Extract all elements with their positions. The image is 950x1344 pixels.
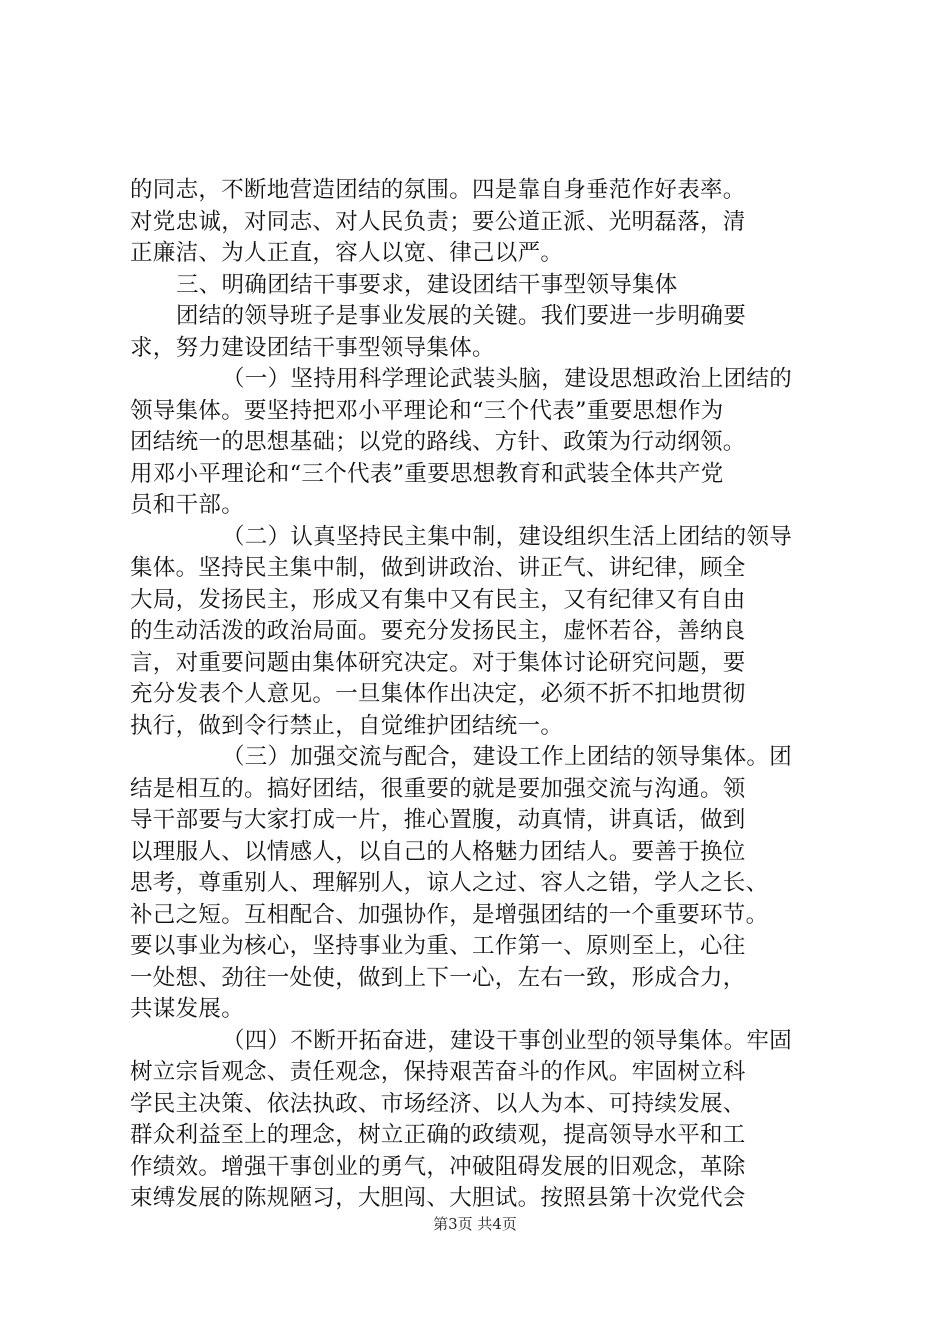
text-line: 团结的领导班子是事业发展的关键。我们要进一步明确要 (176, 303, 747, 329)
text-line: 员和干部。 (130, 492, 245, 518)
text-line: 用邓小平理论和“三个代表”重要思想教育和武装全体共产党 (130, 460, 724, 487)
text-line: 团结统一的思想基础；以党的路线、方针、政策为行动纲领。 (130, 429, 746, 455)
text-line: 以理服人、以情感人，以自己的人格魅力团结人。要善于换位 (130, 838, 746, 865)
text-line: 正廉洁、为人正直，容人以宽、律己以严。 (130, 240, 564, 266)
text-line: 充分发表个人意见。一旦集体作出决定，必须不折不扣地贯彻 (130, 681, 746, 707)
text-line: 集体。坚持民主集中制，做到讲政治、讲正气、讲纪律，顾全 (130, 555, 746, 581)
text-line: 大局，发扬民主，形成又有集中又有民主，又有纪律又有自由 (130, 586, 746, 613)
text-line: 结是相互的。搞好团结，很重要的就是要加强交流与沟通。领 (130, 775, 746, 802)
text-line: 学民主决策、依法执政、市场经济、以人为本、可持续发展、 (130, 1090, 746, 1117)
text-line: 求，努力建设团结干事型领导集体。 (130, 334, 495, 361)
text-line: （二）认真坚持民主集中制，建设组织生活上团结的领导 (222, 523, 793, 550)
text-line: （四）不断开拓奋进，建设干事创业型的领导集体。牢固 (222, 1027, 793, 1054)
text-line: 一处想、劲往一处使，做到上下一心，左右一致，形成合力， (130, 964, 746, 991)
text-line: 束缚发展的陈规陋习，大胆闯、大胆试。按照县第十次党代会 (130, 1185, 746, 1211)
text-line: 导干部要与大家打成一片，推心置腹，动真情，讲真话，做到 (130, 807, 746, 833)
text-line: 作绩效。增强干事创业的勇气，冲破阻碍发展的旧观念，革除 (130, 1153, 746, 1180)
text-line: 要以事业为核心，坚持事业为重、工作第一、原则至上，心往 (130, 933, 746, 959)
text-line: 领导集体。要坚持把邓小平理论和“三个代表”重要思想作为 (130, 397, 724, 424)
text-line: 思考，尊重别人、理解别人，谅人之过、容人之错，学人之长、 (130, 870, 769, 896)
page-footer: 第3页 共4页 (433, 1215, 517, 1233)
text-line: 对党忠诚，对同志、对人民负责；要公道正派、光明磊落，清 (130, 208, 746, 235)
text-line: 共谋发展。 (130, 996, 245, 1022)
text-line: 的同志，不断地营造团结的氛围。四是靠自身垂范作好表率。 (130, 177, 746, 203)
text-line: 的生动活泼的政治局面。要充分发扬民主，虚怀若谷，善纳良 (130, 618, 746, 644)
text-line: 树立宗旨观念、责任观念，保持艰苦奋斗的作风。牢固树立科 (130, 1059, 746, 1085)
text-line: 补己之短。互相配合、加强协作，是增强团结的一个重要环节。 (130, 901, 769, 928)
text-line: 群众利益至上的理念，树立正确的政绩观，提高领导水平和工 (130, 1122, 746, 1148)
document-body (130, 175, 830, 1215)
text-line: 执行，做到令行禁止，自觉维护团结统一。 (130, 712, 564, 739)
text-line: 三、明确团结干事要求，建设团结干事型领导集体 (176, 271, 678, 298)
text-line: （三）加强交流与配合，建设工作上团结的领导集体。团 (222, 744, 793, 770)
text-line: （一）坚持用科学理论武装头脑，建设思想政治上团结的 (222, 366, 793, 392)
text-line: 言，对重要问题由集体研究决定。对于集体讨论研究问题，要 (130, 649, 746, 676)
